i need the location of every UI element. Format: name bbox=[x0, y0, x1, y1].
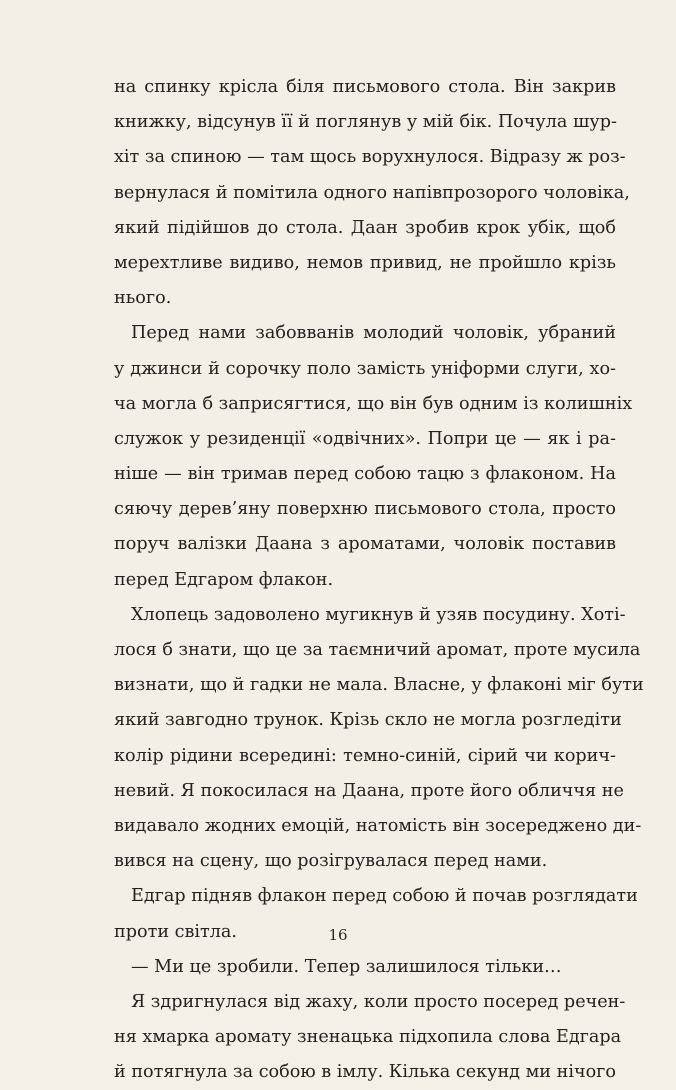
text-line: книжку, відсунув її й поглянув у мій бік. Почула шур- bbox=[114, 112, 617, 133]
text-line: проти світла. bbox=[114, 921, 238, 942]
text-line: видавало жодних емоцій, натомість він зосереджено ди- bbox=[114, 815, 642, 836]
text-line: сяючу дерев’яну поверхню письмового стола, просто bbox=[114, 499, 616, 520]
text-line: на спинку крісла біля письмового стола. Він закрив bbox=[114, 77, 616, 97]
paragraph-start-line: Хлопець задоволено мугикнув й узяв посудину. Хоті- bbox=[131, 604, 626, 625]
text-line: ча могла б заприсягтися, що він був одним із колишніх bbox=[114, 393, 633, 414]
text-line: служок у резиденції «одвічних». Попри це — як і ра- bbox=[114, 428, 616, 449]
text-line: вернулася й помітила одного напівпрозорого чоловіка, bbox=[114, 182, 630, 203]
dialogue-line: — Ми це зробили. Тепер залишилося тільки… bbox=[131, 956, 562, 977]
text-line: визнати, що й гадки не мала. Власне, у флаконі міг бути bbox=[114, 675, 644, 696]
page-number: 16 bbox=[328, 926, 348, 944]
text-line: перед Едгаром флакон. bbox=[114, 569, 334, 590]
text-line: який завгодно трунок. Крізь скло не могла розгледіти bbox=[114, 710, 622, 731]
text-line: невий. Я покосилася на Даана, проте його обличчя не bbox=[114, 780, 624, 801]
text-line: ніше — він тримав перед собою тацю з флаконом. На bbox=[114, 464, 616, 485]
paragraph-start-line: Я здригнулася від жаху, коли просто посеред речен- bbox=[131, 991, 626, 1012]
paragraph-start-line: Едгар підняв флакон перед собою й почав розглядати bbox=[131, 886, 638, 907]
text-line: мерехтливе видиво, немов привид, не пройшло крізь bbox=[114, 252, 616, 273]
text-line: й потягнула за собою в імлу. Кілька секунд ми нічого bbox=[114, 1062, 616, 1083]
text-line: поруч валізки Даана з ароматами, чоловік поставив bbox=[114, 534, 616, 555]
text-line: вився на сцену, що розігрувалася перед нами. bbox=[114, 851, 548, 872]
text-line: який підійшов до стола. Даан зробив крок убік, щоб bbox=[114, 217, 616, 238]
text-line: у джинси й сорочку поло замість уніформи слуги, хо- bbox=[114, 358, 616, 379]
text-line: хіт за спиною — там щось ворухнулося. Відразу ж роз- bbox=[114, 147, 626, 168]
text-line: нього. bbox=[114, 288, 172, 309]
text-line: лося б знати, що це за таємничий аромат, проте мусила bbox=[114, 640, 641, 660]
text-line: колір рідини всередині: темно-синій, сірий чи корич- bbox=[114, 745, 616, 766]
paragraph-start-line: Перед нами забовванів молодий чоловік, убраний bbox=[131, 323, 616, 344]
text-line: ня хмарка аромату зненацька підхопила слова Едгара bbox=[114, 1027, 622, 1048]
